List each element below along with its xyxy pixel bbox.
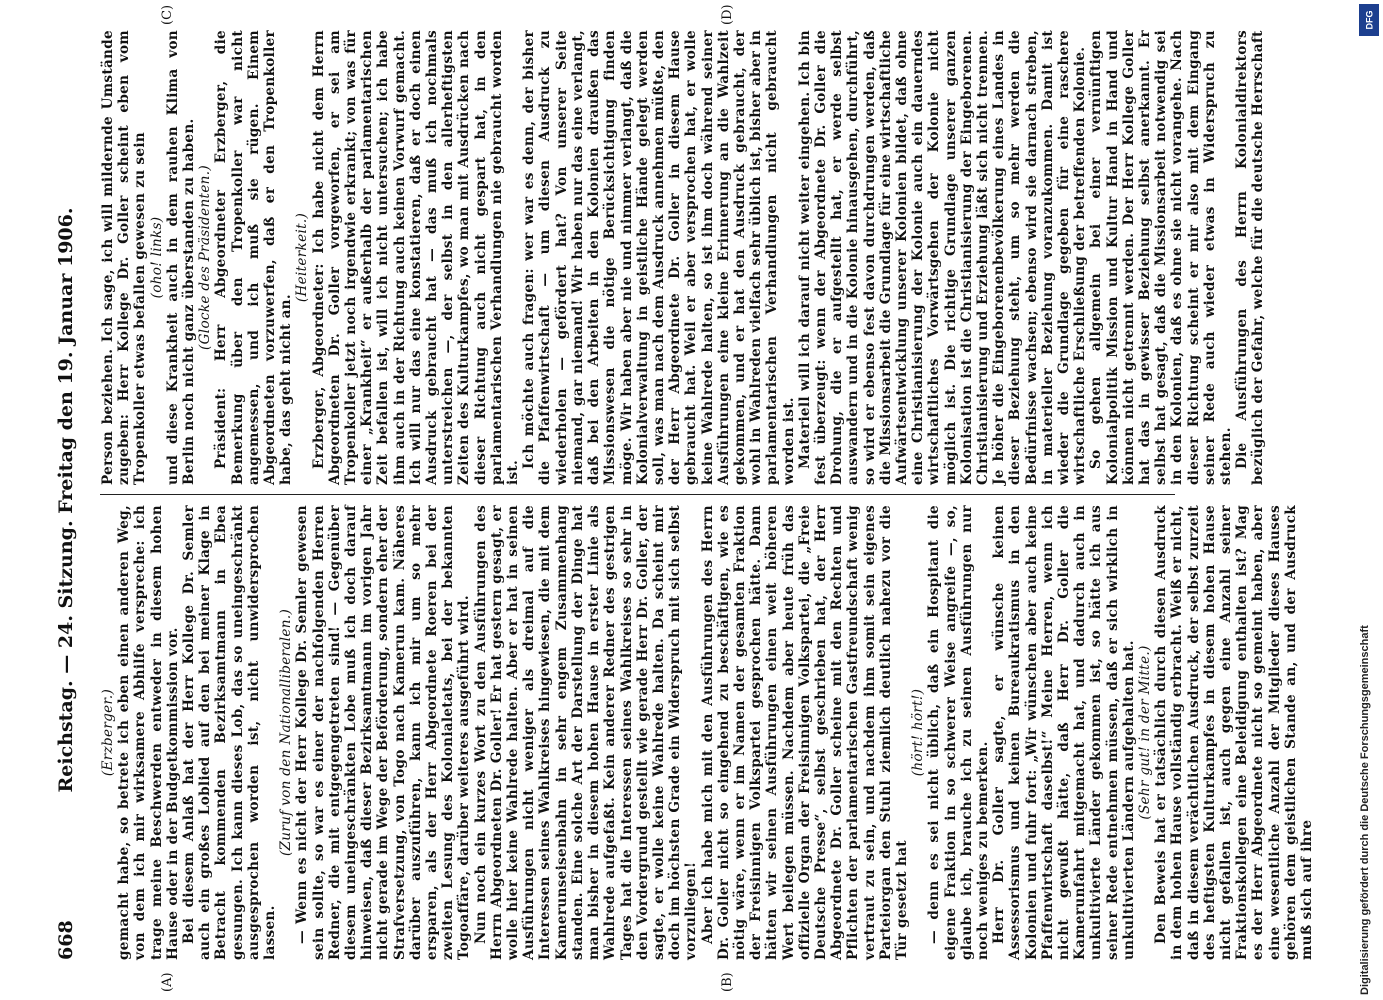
paragraph: Aber ich habe mich mit den Ausführungen des Herrn Dr. Goller nicht so eingehend zu beschäftigen, wie es nötig wäre, wenn er im Namen der gesamten Fraktion der Freisinnigen Volkspartei gesprochen hätte. Dann hätten wir seinen Ausführungen einen weit höheren Wert beilegen müssen. Nachdem aber heute früh das offizielle Organ der Freisinnigen Volkspartei, die „Freie Deutsche Presse“, selbst geschrieben hat, der Herr Abgeordnete Dr. Goller scheine mit den Rechten und Pflichten der parlamentarischen Gastfreundschaft wenig vertraut zu sein, und nachdem ihm somit sein eigenes Parteiorgan den Stuhl ziemlich deutlich nahezu vor die Tür gesetzt hat: [699, 505, 910, 960]
left-text-column: [100, 505, 1316, 960]
margin-mark-a: (A): [160, 972, 175, 992]
interjection: (Heiterkeit.): [294, 212, 311, 303]
paragraph: — denn es sei nicht üblich, daß ein Hospitant die eigene Fraktion in so schwerer Weise angreife —, so, glaube ich, brauche ich zu seinen Ausführungen nur noch weniges zu bemerken.: [926, 505, 991, 960]
paragraph: So gehen allgemein bei einer vernünftigen Kolonialpolitik Mission und Kultur Hand in Hand und können nicht getrennt werden. Der Herr Kollege Goller hat das in gewisser Beziehung selbst anerkannt. Er selbst hat gesagt, daß die Missionsarbeit notwendig sei in den Kolonien, daß es ohne sie nicht vorangehe. Nach dieser Richtung scheint er mir also mit dem Eingang seiner Rede auch wieder etwas in Widerspruch zu stehen.: [1088, 30, 1235, 485]
paragraph: Person beziehen. Ich sage, ich will mildernde Umstände zugeben: Herr Kollege Dr. Goller scheint eben vom Tropenkoller etwas befallen gewesen zu sein: [100, 30, 149, 485]
paragraph: Die Ausführungen des Herrn Kolonialdirektors bezüglich der Gefahr, welche für die deutsche Herrschaft: [1234, 30, 1267, 485]
margin-mark-d: (D): [720, 4, 735, 25]
interjection: (Zuruf von den Nationalliberalen.): [278, 608, 295, 857]
column-divider: [100, 494, 1175, 495]
margin-mark-b: (B): [720, 972, 735, 992]
paragraph: Erzberger, Abgeordneter: Ich habe nicht dem Herrn Abgeordneten Dr. Goller vorgeworfen, er sei am Tropenkoller jetzt noch irgendwie erkrankt; von was für einer „Krankheit“ er außerhalb der parlamentarischen Zeit befallen ist, will ich nicht untersuchen; ich habe ihm auch in der Richtung auch keinen Vorwurf gemacht. Ich will nur das eine konstatieren, daß er doch einen Ausdruck gebraucht hat — das muß ich nochmals unterstreichen —, der selbst in den allerheftigsten Zeiten des Kulturkampfes, wo man mit Ausdrücken nach dieser Richtung auch nicht gespart hat, in den parlamentarischen Verhandlungen nie gebraucht worden ist.: [310, 30, 522, 485]
paragraph: Ich möchte auch fragen: wer war es denn, der bisher die Pfaffenwirtschaft — um diesen Ausdruck zu wiederholen — gefördert hat? Von unserer Seite niemand, gar niemand! Wir haben nur das eine verlangt, daß bei den Arbeiten in den Kolonien draußen das Missionswesen die nötige Berücksichtigung finden möge. Wir haben aber nie und nimmer verlangt, daß die Kolonialverwaltung in geistliche Hände gelegt werden soll, was man nach dem Ausdruck annehmen müßte, den der Herr Abgeordnete Dr. Goller in diesem Hause gebraucht hat. Weil er aber versprochen hat, er wolle keine Wahlrede halten, so ist ihm doch während seiner Ausführungen eine kleine Erinnerung an die Wahlzeit gekommen, und er hat den Ausdruck gebraucht, der wohl in Wahlreden vielfach sehr üblich ist, bisher aber in parlamentarischen Verhandlungen nicht gebraucht worden ist.: [521, 30, 797, 485]
paragraph: Den Beweis hat er tatsächlich durch diesen Ausdruck in dem hohen Hause vollständig erbracht. Weiß er nicht, daß in diesem verächtlichen Ausdruck, der selbst zurzeit des heftigsten Kulturkampfes in diesem hohen Hause nicht gefallen ist, auch gegen eine Anzahl seiner Fraktionskollegen eine Beleidigung enthalten ist? Mag es der Herr Abgeordnete nicht so gemeint haben, aber eine wesentliche Anzahl der Mitglieder dieses Hauses gehören dem geistlichen Stande an, und der Ausdruck muß sich auf ihre: [1153, 505, 1316, 960]
paragraph: Präsident: Herr Abgeordneter Erzberger, die Bemerkung über den Tropenkoller war nicht angemessen, und ich muß sie rügen. Einem Abgeordneten vorzuwerfen, daß er den Tropenkoller habe, das geht nicht an.: [213, 30, 295, 485]
paragraph: — Wenn es nicht der Herr Kollege Dr. Semler gewesen sein sollte, so war es einer der nachfolgenden Herren Redner, die mit entgegengetreten sind! — Gegenüber diesem uneingeschränkten Lobe muß ich doch darauf hinweisen, daß dieser Bezirksamtmann im vorigen Jahr nicht gerade im Wege der Beförderung, sondern eher der Strafversetzung, von Togo nach Kamerun kam. Näheres darüber auszuführen, kann ich mir um so mehr ersparen, als der Herr Abgeordnete Roeren bei der zweiten Lesung des Kolonialetats, bei der bekannten Togoaffäre, darüber weiteres ausgeführt wird.: [294, 505, 473, 960]
paragraph: gemacht habe, so betrete ich eben einen anderen Weg, von dem ich mir wirksamere Abhilfe verspreche: ich trage meine Beschwerden entweder in diesem hohen Hause oder in der Budgetkommission vor.: [116, 505, 181, 960]
page-header-title: Reichstag. — 24. Sitzung. Freitag den 19. Januar 1906.: [55, 207, 77, 793]
dfg-logo-icon: DFG: [1359, 4, 1379, 36]
right-text-column: [100, 30, 1267, 485]
speaker-marker: (Erzberger.): [100, 688, 116, 777]
margin-mark-c: (C): [160, 4, 175, 25]
digitization-credit-strip: [1355, 0, 1383, 1000]
interjection: (oho! links): [148, 216, 165, 299]
paragraph: Bei diesem Anlaß hat der Herr Kollege Dr. Semler auch ein großes Loblied auf den bei meiner Klage in Betracht kommenden Bezirksamtmann in Ebea gesungen. Ich kann dieses Lob, das so uneingeschränkt ausgesprochen worden ist, nicht unwidersprochen lassen.: [181, 505, 279, 960]
paragraph: Herr Dr. Goller sagte, er wünsche keinen Assessorismus und keinen Bureaukratismus in den Kolonien und fuhr fort: „Wir wünschen aber auch keine Pfaffenwirtschaft daselbst!“ Meine Herren, wenn ich nicht gewußt hätte, daß Herr Dr. Goller die Kamerunfahrt mitgemacht hat, und dadurch auch in unkultivierte Länder gekommen ist, so hätte ich aus seiner Rede entnehmen müssen, daß er sich wirklich in unkultivierten Ländern aufgehalten hat.: [991, 505, 1137, 960]
paragraph: und diese Krankheit auch in dem rauhen Klima von Berlin noch nicht ganz überstanden zu haben.: [164, 30, 198, 485]
funding-credit-text: Digitalisierung gefördert durch die Deutsche Forschungsgemeinschaft: [1359, 625, 1371, 995]
paragraph: Materiell will ich darauf nicht weiter eingehen. Ich bin fest überzeugt: wenn der Abgeordnete Dr. Goller die Drohung, die er aufgestellt hat, er werde selbst auswandern und in die Kolonie hinausgehen, durchführt, so wird er ebenso fest davon durchdrungen werden, daß die Missionsarbeit die Grundlage für eine wirtschaftliche Aufwärtsentwicklung unserer Kolonien bildet, daß ohne eine Christianisierung der Kolonie auch ein dauerndes wirtschaftliches Vorwärtsgehen der Kolonie nicht möglich ist. Die richtige Grundlage unserer ganzen Kolonisation ist die Christianisierung der Eingeborenen. Christianisierung und Erziehung läßt sich nicht trennen. Je höher die Eingeborenenbevölkerung eines Landes in dieser Beziehung steht, um so mehr werden die Bedürfnisse wachsen; ebenso wird sie darnach streben, in materieller Beziehung voranzukommen. Damit ist wieder die Grundlage gegeben für eine raschere wirtschaftliche Erschließung der betreffenden Kolonie.: [796, 30, 1089, 485]
page-number: 668: [55, 920, 77, 960]
interjection: (hört! hört!): [910, 688, 927, 777]
paragraph: Nun noch ein kurzes Wort zu den Ausführungen des Herrn Abgeordneten Dr. Goller! Er hat gestern gesagt, er wolle hier keine Wahlrede halten. Aber er hat in seinen Ausführungen nicht weniger als dreimal auf die Interessen seines Wahlkreises hingewiesen, die mit dem Kamerunseisenbahn in sehr engem Zusammenhang standen. Eine solche Art der Darstellung der Dinge hat man bisher in diesem hohen Hause in erster Linie als Wahlrede aufgefaßt. Kein anderer Redner des gestrigen Tages hat die Interessen seines Wahlkreises so sehr in den Vordergrund gestellt wie gerade Herr Dr. Goller, der sagte, er wolle keine Wahlrede halten. Da scheint mir doch im höchsten Grade ein Widerspruch mit sich selbst vorzuliegen!: [472, 505, 700, 960]
interjection: (Sehr gut! in der Mitte.): [1137, 645, 1153, 820]
interjection: (Glocke des Präsidenten.): [197, 165, 214, 350]
